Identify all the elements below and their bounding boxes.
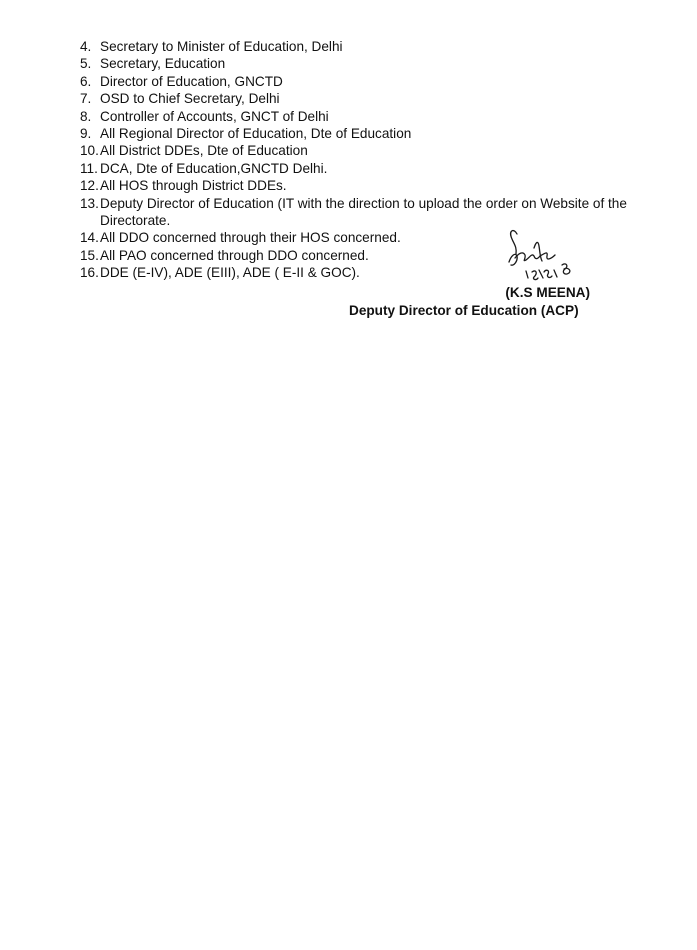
list-item-number: 14. [80,230,99,246]
list-item-number: 15. [80,247,99,263]
list-item [80,142,680,159]
list-item-text: DCA, Dte of Education,GNCTD Delhi. [100,160,328,176]
list-item-number: 8. [80,108,92,124]
distribution-list [80,38,680,282]
list-item-text: DDE (E-IV), ADE (EIII), ADE ( E-II & GOC). [100,265,360,281]
list-item [80,177,680,194]
signature-block [340,284,620,320]
list-item-text: All District DDEs, Dte of Education [100,143,308,159]
list-item-text: Secretary to Minister of Education, Delhi [100,39,343,54]
list-item [80,38,680,55]
list-item-text: All Regional Director of Education, Dte of Education [100,126,412,142]
signatory-name: (K.S MEENA) [505,285,590,300]
list-item-number: 10. [80,143,99,159]
list-item-number: 6. [80,73,92,89]
list-item-number: 11. [80,160,98,176]
list-item-text: All DDO concerned through their HOS concerned. [100,230,401,246]
list-item-text: All PAO concerned through DDO concerned. [100,247,369,263]
list-item-number: 7. [80,91,92,107]
list-item-text: Secretary, Education [100,56,226,72]
list-item-text: Director of Education, GNCTD [100,73,283,89]
list-item-number: 13. [80,195,99,211]
signatory-designation: Deputy Director of Education (ACP) [349,303,579,318]
list-item [80,73,680,90]
list-item-text: OSD to Chief Secretary, Delhi [100,91,280,107]
list-item [80,125,680,142]
list-item [80,195,680,230]
list-item-number: 4. [80,39,92,54]
list-item [80,55,680,72]
list-item-number: 5. [80,56,92,72]
list-item [80,247,680,264]
handwritten-signature [505,226,577,284]
list-item [80,160,680,177]
list-item-number: 12. [80,178,99,194]
list-item-text: All HOS through District DDEs. [100,178,287,194]
list-item-text: Controller of Accounts, GNCT of Delhi [100,108,329,124]
list-item [80,264,680,281]
list-item-text: Deputy Director of Education (IT with the direction to upload the order on Website of the Directorate. [100,195,627,229]
list-item [80,108,680,125]
list-item [80,229,680,246]
list-item-number: 16. [80,265,99,281]
list-item [80,90,680,107]
list-item-number: 9. [80,126,92,142]
